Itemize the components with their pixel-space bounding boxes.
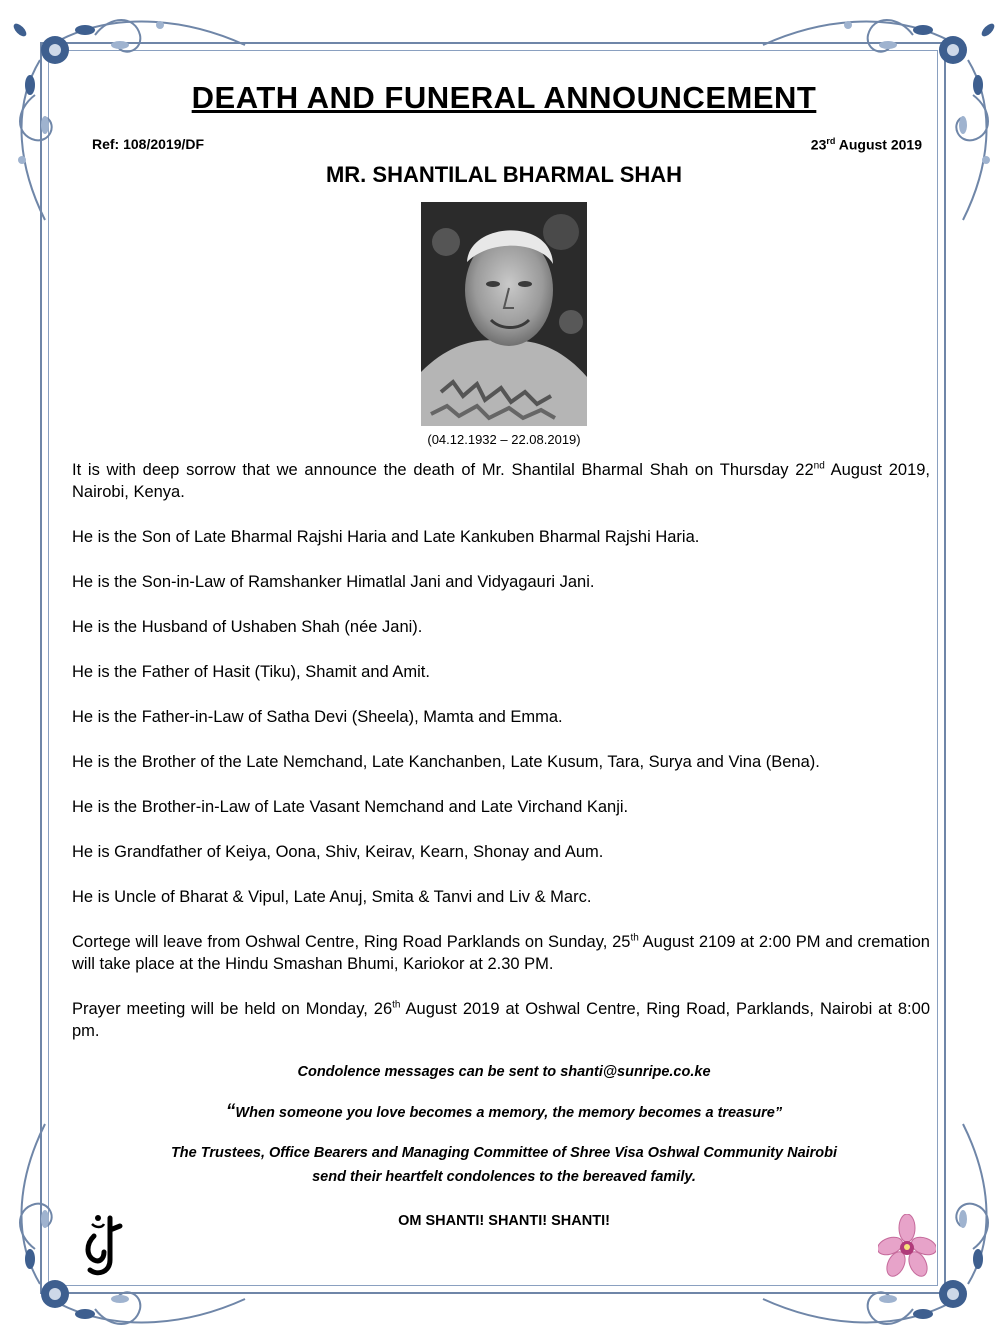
announcement-body — [72, 459, 930, 1065]
relation-line: He is the Brother-in-Law of Late Vasant Nemchand and Late Virchand Kanji. — [72, 798, 629, 816]
page-title: DEATH AND FUNERAL ANNOUNCEMENT — [191, 80, 817, 115]
lifespan-dates: (04.12.1932 – 22.08.2019) — [427, 432, 581, 447]
relation-line: He is Uncle of Bharat & Vipul, Late Anuj, Smita & Tanvi and Liv & Marc. — [72, 888, 592, 906]
jain-symbol-icon — [84, 1208, 124, 1280]
orchid-flower-icon — [878, 1214, 936, 1280]
memorial-quote: “When someone you love becomes a memory, the memory becomes a treasure” — [225, 1101, 783, 1122]
condolence-line: Condolence messages can be sent to shanti@sunripe.co.ke — [297, 1064, 711, 1080]
prayer-paragraph: Prayer meeting will be held on Monday, 26th August 2019 at Oshwal Centre, Ring Road, Parklands, Nairobi at 8:00 pm. — [72, 999, 930, 1040]
cortege-paragraph: Cortege will leave from Oshwal Centre, Ring Road Parklands on Sunday, 25th August 2109 at 2:00 PM and cremation will take place at the Hindu Smashan Bhumi, Kariokor at 2.30 PM. — [72, 932, 930, 973]
relation-line: He is Grandfather of Keiya, Oona, Shiv, Keirav, Kearn, Shonay and Aum. — [72, 843, 604, 861]
relation-line: He is the Father of Hasit (Tiku), Shamit and Amit. — [72, 663, 430, 681]
relation-line: He is the Father-in-Law of Satha Devi (Sheela), Mamta and Emma. — [72, 708, 563, 726]
relation-line: He is the Son of Late Bharmal Rajshi Haria and Late Kankuben Bharmal Rajshi Haria. — [72, 528, 700, 546]
relation-line: He is the Husband of Ushaben Shah (née Jani). — [72, 618, 423, 636]
deceased-name: MR. SHANTILAL BHARMAL SHAH — [325, 162, 683, 187]
condolence-email[interactable]: shanti@sunripe.co.ke — [560, 1064, 711, 1080]
closing-prayer: OM SHANTI! SHANTI! SHANTI! — [398, 1213, 610, 1229]
relation-line: He is the Son-in-Law of Ramshanker Himatlal Jani and Vidyagauri Jani. — [72, 573, 595, 591]
trustees-condolence: The Trustees, Office Bearers and Managing Committee of Shree Visa Oshwal Community Nairobi send their heartfelt condolences to the bereaved family. — [170, 1145, 838, 1185]
announcement-date — [811, 136, 922, 153]
portrait-photo — [421, 202, 587, 426]
relation-line: He is the Brother of the Late Nemchand, Late Kanchanben, Late Kusum, Tara, Surya and Vina (Bena). — [72, 753, 820, 771]
date-day: 23 — [810, 136, 827, 153]
date-rest: August 2019 — [835, 136, 922, 153]
intro-paragraph: It is with deep sorrow that we announce the death of Mr. Shantilal Bharmal Shah on Thursday 22nd August 2019, Nairobi, Kenya. — [72, 460, 931, 501]
date-suffix: rd — [826, 136, 836, 146]
reference-number: Ref: 108/2019/DF — [92, 136, 205, 152]
